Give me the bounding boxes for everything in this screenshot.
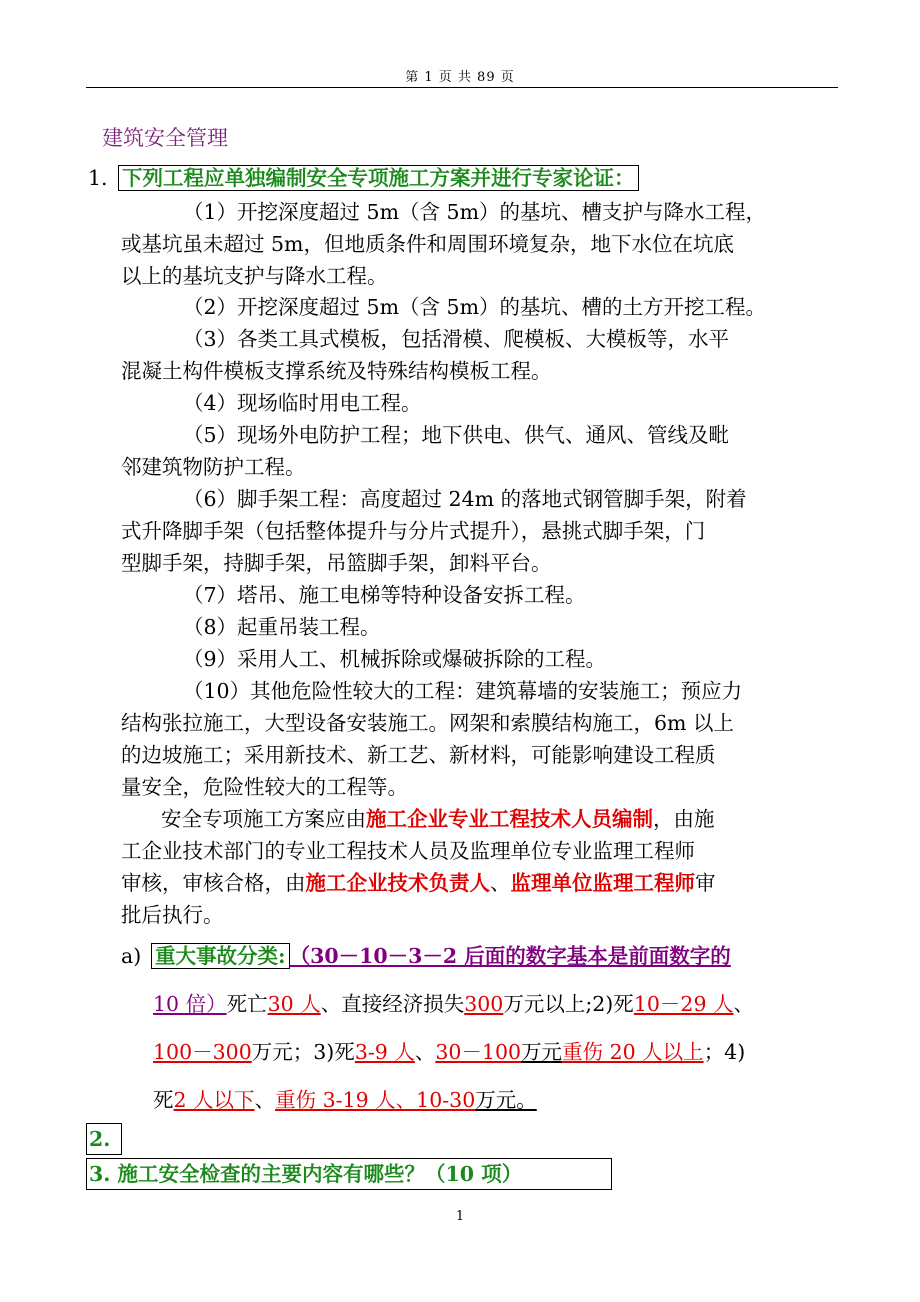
q1-line: 量安全，危险性较大的工程等。 — [121, 775, 408, 799]
q1-title — [118, 162, 639, 194]
accident-value: 30 人 — [267, 992, 321, 1016]
accident-text: 、 — [254, 1088, 276, 1112]
approval-line: 批后执行。 — [121, 903, 224, 927]
accident-text: 死亡 — [226, 992, 268, 1016]
accident-text: 、直接经济损失 — [320, 992, 465, 1016]
approval-text: 审核，审核合格，由 — [121, 871, 306, 895]
approval-highlight: 施工企业技术负责人 — [305, 871, 490, 895]
accident-heading-line — [151, 940, 731, 972]
q1-line: （10）其他危险性较大的工程：建筑幕墙的安装施工；预应力 — [183, 679, 743, 703]
q1-title-box: 下列工程应单独编制安全专项施工方案并进行专家论证： — [118, 165, 639, 191]
q1-line: 以上的基坑支护与降水工程。 — [121, 264, 388, 288]
accident-value: 100－300 — [153, 1040, 252, 1064]
q1-line: （2）开挖深度超过 5m（含 5m）的基坑、槽的土方开挖工程。 — [183, 295, 767, 319]
section-title: 建筑安全管理 — [102, 126, 228, 150]
accident-value: 30－100 — [435, 1040, 522, 1064]
q3-title: 3. 施工安全检查的主要内容有哪些？（10 项） — [89, 1162, 523, 1186]
q1-line: 或基坑虽未超过 5m，但地质条件和周围环境复杂，地下水位在坑底 — [121, 232, 734, 256]
approval-line: 工企业技术部门的专业工程技术人员及监理单位专业监理工程师 — [121, 839, 695, 863]
accident-text: 万元。 — [475, 1088, 537, 1112]
q1-number: 1. — [88, 166, 108, 190]
accident-text: 万元；3)死 — [251, 1040, 355, 1064]
accident-text: 、 — [733, 992, 754, 1016]
q1-line: （7）塔吊、施工电梯等特种设备安拆工程。 — [183, 583, 586, 607]
accident-line — [153, 1084, 537, 1116]
approval-line — [161, 803, 715, 835]
approval-highlight: 监理单位监理工程师 — [510, 871, 695, 895]
accident-text: 万元 — [521, 1040, 563, 1064]
q1-line: （9）采用人工、机械拆除或爆破拆除的工程。 — [183, 647, 607, 671]
accident-line — [153, 1036, 745, 1068]
q1-line: 混凝土构件模板支撑系统及特殊结构模板工程。 — [121, 359, 552, 383]
q1-line: （6）脚手架工程：高度超过 24m 的落地式钢管脚手架，附着 — [183, 487, 747, 511]
approval-highlight: 施工企业专业工程技术人员编制 — [366, 807, 653, 831]
q1-line: 型脚手架，持脚手架，吊篮脚手架，卸料平台。 — [121, 551, 552, 575]
q1-line: （1）开挖深度超过 5m（含 5m）的基坑、槽支护与降水工程， — [183, 200, 767, 224]
approval-text: 安全专项施工方案应由 — [161, 807, 366, 831]
accident-value: 2 人以下 — [173, 1088, 255, 1112]
accident-marker: a) — [121, 944, 142, 968]
page-header: 第 1 页 共 89 页 — [405, 70, 515, 85]
approval-text: 审 — [695, 871, 716, 895]
accident-line — [153, 988, 754, 1020]
accident-note: 10 倍） — [153, 992, 227, 1016]
accident-text: ；4) — [703, 1040, 746, 1064]
header-divider — [86, 87, 838, 88]
accident-value: 重伤 20 人以上 — [562, 1040, 704, 1064]
approval-text: ，由施 — [653, 807, 715, 831]
accident-value: 重伤 3-19 人、10-30 — [275, 1088, 476, 1112]
q1-line: （3）各类工具式模板，包括滑模、爬模板、大模板等，水平 — [183, 327, 730, 351]
q1-line: （5）现场外电防护工程；地下供电、供气、通风、管线及毗 — [183, 423, 730, 447]
accident-note: （30－10－3－2 后面的数字基本是前面数字的 — [289, 944, 731, 968]
q2-number: 2. — [89, 1127, 111, 1151]
approval-text: 、 — [490, 871, 511, 895]
accident-heading: 重大事故分类: — [151, 943, 290, 969]
accident-text: 死 — [153, 1088, 174, 1112]
accident-text: 、 — [414, 1040, 436, 1064]
q1-line: 式升降脚手架（包括整体提升与分片式提升），悬挑式脚手架，门 — [121, 519, 706, 543]
accident-value: 10－29 人 — [633, 992, 734, 1016]
q1-line: 邻建筑物防护工程。 — [121, 455, 306, 479]
q1-line: 的边坡施工；采用新技术、新工艺、新材料，可能影响建设工程质 — [121, 743, 716, 767]
accident-value: 3-9 人 — [354, 1040, 415, 1064]
q1-line: （4）现场临时用电工程。 — [183, 391, 422, 415]
q1-line: （8）起重吊装工程。 — [183, 615, 381, 639]
accident-value: 300 — [464, 992, 504, 1016]
approval-line — [121, 867, 716, 899]
accident-text: 万元以上;2)死 — [503, 992, 634, 1016]
page-number: 1 — [455, 1209, 465, 1224]
q1-line: 结构张拉施工，大型设备安装施工。网架和索膜结构施工，6m 以上 — [121, 711, 734, 735]
